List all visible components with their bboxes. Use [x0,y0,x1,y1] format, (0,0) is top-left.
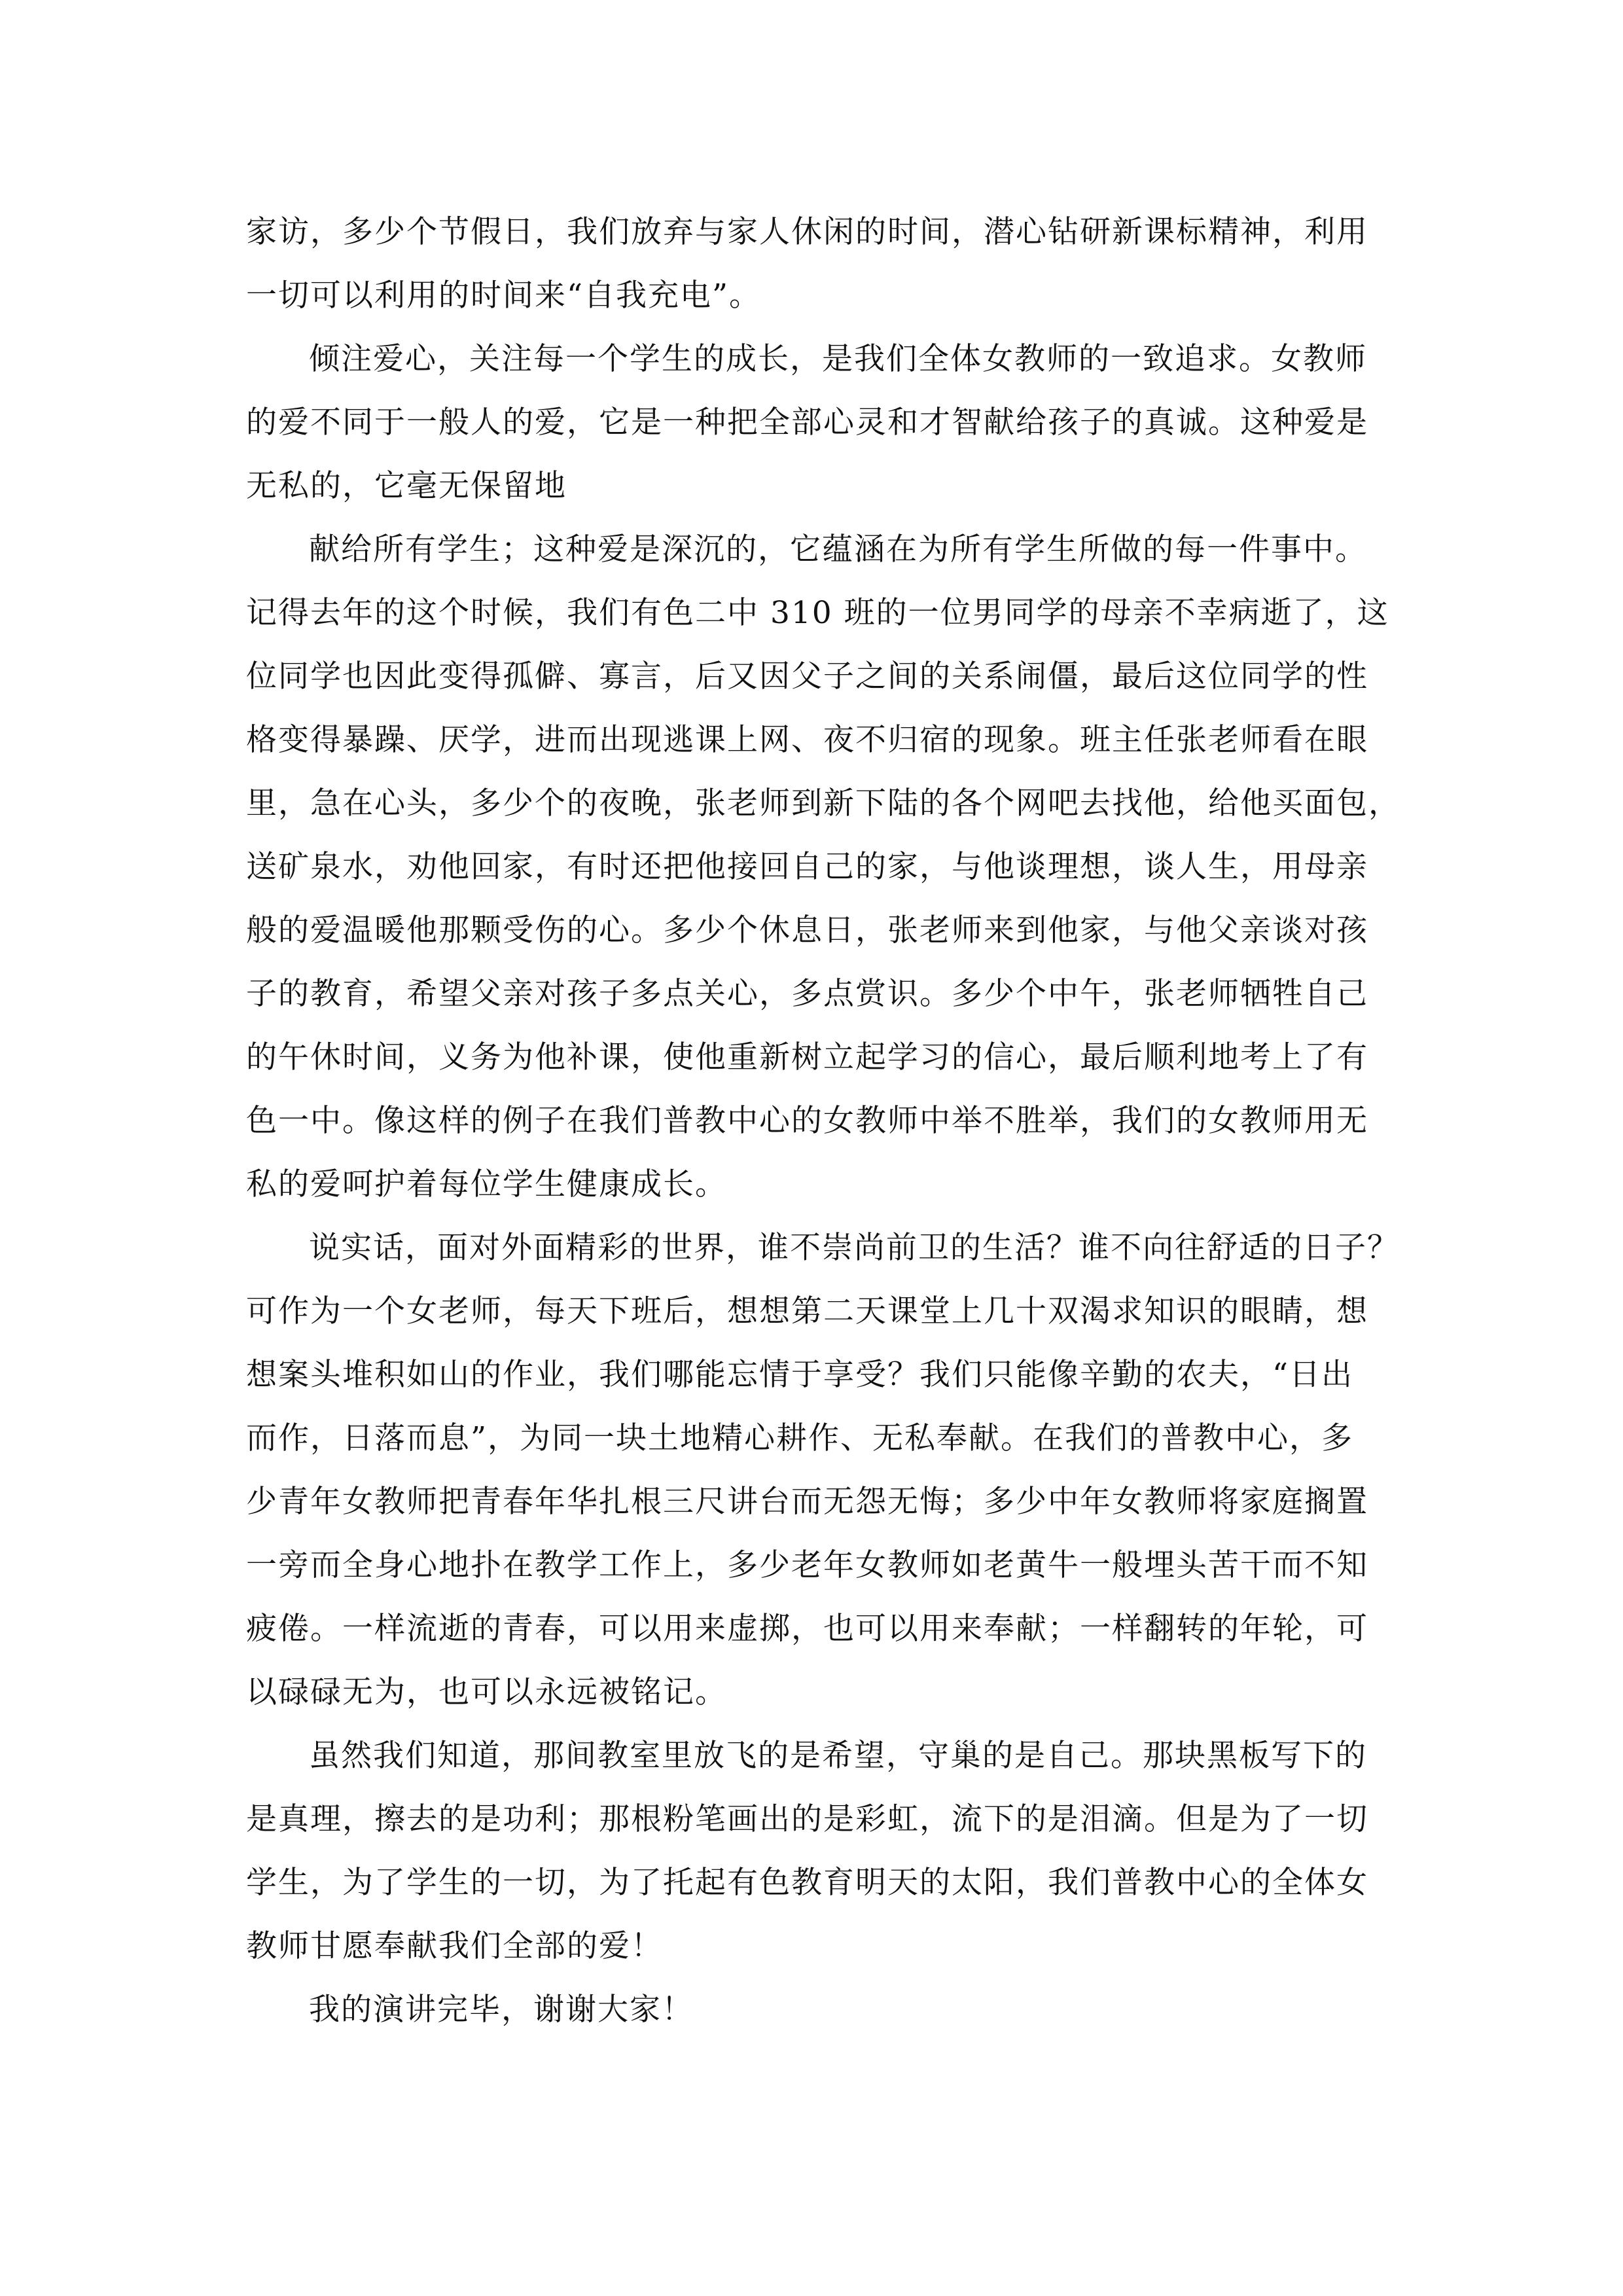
paragraph [246,1216,1399,1724]
text-line: 私的爱呵护着每位学生健康成长。 [246,1166,727,1202]
text-line: 一切可以利用的时间来“自我充电”。 [246,278,762,314]
text-line: 子的教育，希望父亲对孩子多点关心，多点赏识。多少个中午，张老师牺牲自己 [246,976,1368,1012]
text-line: 里，急在心头，多少个的夜晚，张老师到新下陆的各个网吧去找他，给他买面包， [246,785,1400,821]
text-line: 说实话，面对外面精彩的世界，谁不崇尚前卫的生活？谁不向往舒适的日子？ [309,1230,1399,1266]
paragraph [246,1978,1385,2041]
text-line: 位同学也因此变得孤僻、寡言，后又因父子之间的关系闹僵，最后这位同学的性 [246,658,1368,694]
text-line: 的爱不同于一般人的爱，它是一种把全部心灵和才智献给孩子的真诚。这种爱是 [246,404,1368,440]
text-line: 无私的，它毫无保留地 [246,468,567,504]
text-line: 以碌碌无为，也可以永远被铭记。 [246,1674,727,1710]
paragraph [246,1724,1385,1978]
text-line: 我的演讲完毕，谢谢大家！ [309,1992,694,2028]
text-line: 是真理，擦去的是功利；那根粉笔画出的是彩虹，流下的是泪滴。但是为了一切 [246,1801,1368,1837]
text-line: 疲倦。一样流逝的青春，可以用来虚掷，也可以用来奉献；一样翻转的年轮，可 [246,1611,1368,1647]
text-line: 献给所有学生；这种爱是深沉的，它蕴涵在为所有学生所做的每一件事中。 [309,531,1367,567]
text-line: 想案头堆积如山的作业，我们哪能忘情于享受？我们只能像辛勤的农夫，“日出 [246,1357,1354,1393]
text-line: 倾注爱心，关注每一个学生的成长，是我们全体女教师的一致追求。女教师 [309,341,1367,377]
text-line: 般的爱温暖他那颗受伤的心。多少个休息日，张老师来到他家，与他父亲谈对孩 [246,912,1368,948]
paragraph [246,327,1385,518]
paragraph [246,518,1400,1216]
text-line: 教师甘愿奉献我们全部的爱！ [246,1928,663,1964]
text-line: 格变得暴躁、厌学，进而出现逃课上网、夜不归宿的现象。班主任张老师看在眼 [246,722,1368,758]
text-line: 少青年女教师把青春年华扎根三尺讲台而无怨无悔；多少中年女教师将家庭搁置 [246,1484,1368,1520]
text-line: 送矿泉水，劝他回家，有时还把他接回自己的家，与他谈理想，谈人生，用母亲 [246,849,1368,885]
text-line: 记得去年的这个时候，我们有色二中 310 班的一位男同学的母亲不幸病逝了，这 [246,595,1389,631]
document-body [246,200,1400,2041]
text-line: 虽然我们知道，那间教室里放飞的是希望，守巢的是自己。那块黑板写下的 [309,1738,1367,1774]
text-line: 色一中。像这样的例子在我们普教中心的女教师中举不胜举，我们的女教师用无 [246,1103,1368,1139]
text-line: 的午休时间，义务为他补课，使他重新树立起学习的信心，最后顺利地考上了有 [246,1039,1368,1075]
text-line: 而作，日落而息”，为同一块土地精心耕作、无私奉献。在我们的普教中心，多 [246,1420,1354,1456]
paragraph [246,200,1385,327]
text-line: 可作为一个女老师，每天下班后，想想第二天课堂上几十双渴求知识的眼睛，想 [246,1293,1368,1329]
text-line: 一旁而全身心地扑在教学工作上，多少老年女教师如老黄牛一般埋头苦干而不知 [246,1547,1368,1583]
text-line: 学生，为了学生的一切，为了托起有色教育明天的太阳，我们普教中心的全体女 [246,1865,1368,1901]
text-line: 家访，多少个节假日，我们放弃与家人休闲的时间，潜心钻研新课标精神，利用 [246,214,1368,250]
